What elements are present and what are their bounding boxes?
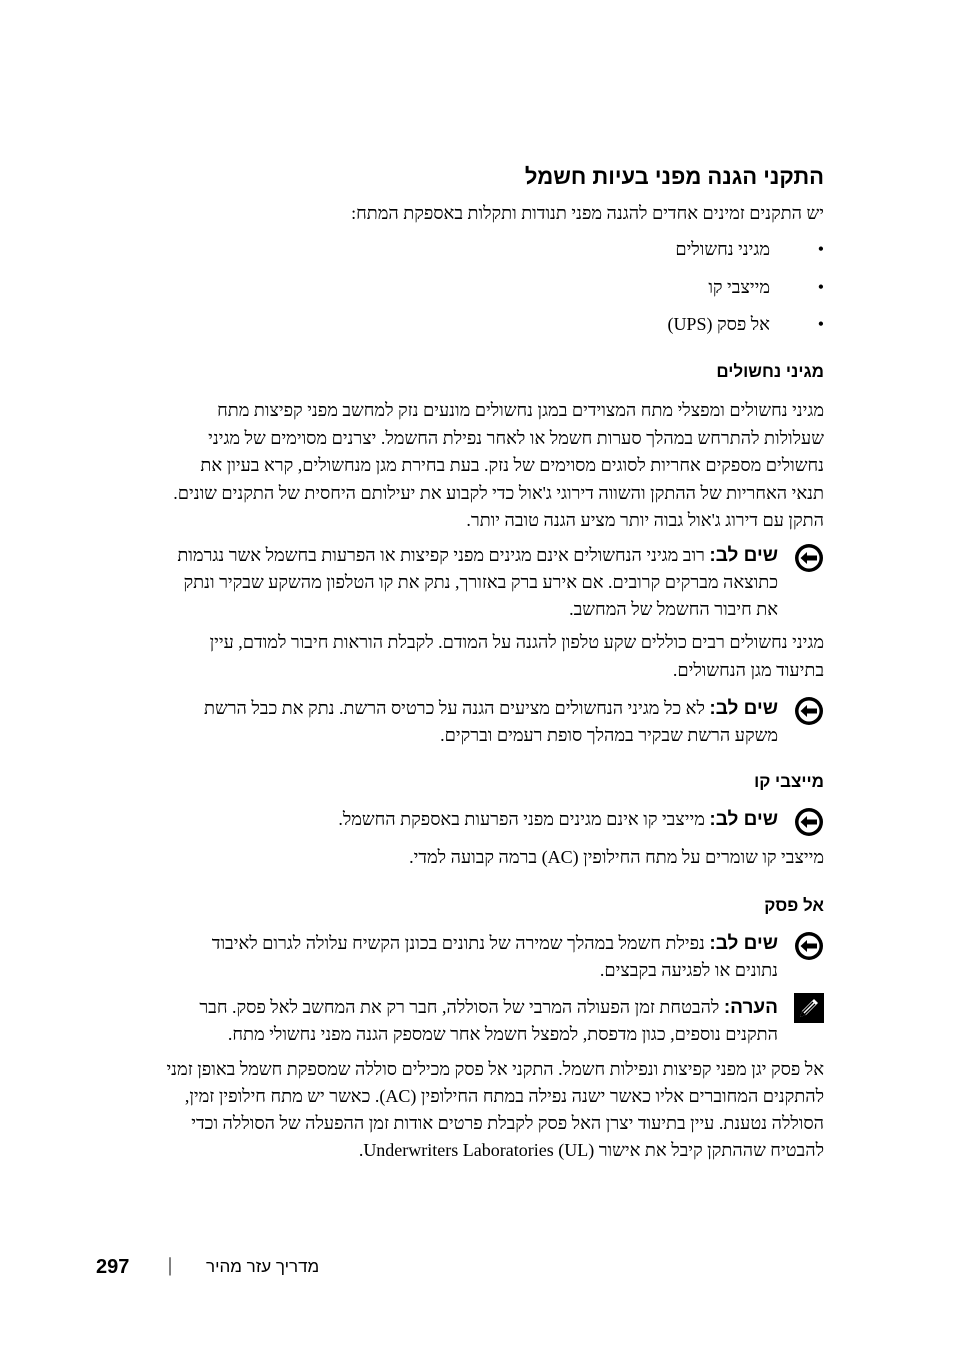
notice-label: שים לב: — [709, 809, 778, 830]
list-item-text: מייצבי קו — [708, 277, 770, 297]
notice-icon — [794, 543, 824, 573]
list-item — [667, 310, 824, 338]
intro-paragraph: יש התקנים זמינים אחדים להגנה מפני תנודות ותקלות באספקת המתח: — [351, 203, 824, 223]
paragraph-line: התקן עם דירוג ג'אול גבוה יותר מציע הגנה טובה יותר. — [466, 510, 824, 530]
paragraph-line: בתיעוד מגן הנחשולים. — [672, 660, 824, 680]
notice-line: משקע הרשת שבקיר במהלך סופת רעמים וברקים. — [440, 725, 778, 745]
list-item-text: מגיני נחשולים — [675, 239, 770, 259]
notice-label: שים לב: — [709, 545, 778, 566]
note-line: הערה: להבטחת זמן הפעולה המרבי של הסוללה, חבר רק את המחשב לאל פסק. חבר — [199, 997, 778, 1018]
notice-line: נתונים או לפגיעה בקבצים. — [599, 960, 778, 980]
page-number: 297 — [96, 1256, 130, 1278]
paragraph-line: מייצבי קו שומרים על מתח החילופין (AC) ברמה קבועה למדי. — [409, 847, 824, 867]
notice-line: שים לב: נפילת חשמל במהלך שמירה של נתונים בכונן הקשיח עלולה לגרום לאיבוד — [211, 933, 778, 954]
notice-line: כתוצאה מברקים קרובים. אם אירע ברק באזורך, נתק את קו הטלפון מהשקע שבקיר ונתק — [183, 572, 778, 592]
notice-line: שים לב: רוב מגיני הנחשולים אינם מגינים מפני קפיצות או הפרעות בחשמל אשר נגרמות — [177, 545, 778, 566]
paragraph-line: הסוללה נטענת. עיין בתיעוד יצרן האל פסק לקבלת פרטים אודות זמן ההפעלה של הסוללה וכדי — [191, 1113, 824, 1133]
notice-line: שים לב: לא כל מגיני הנחשולים מציעים הגנה על כרטיס הרשת. נתק את כבל הרשת — [203, 698, 778, 719]
note-block — [98, 993, 824, 1049]
paragraph-line: להתקנים המחוברים אליו כאשר ישנה נפילה במתח החילופין (AC). כאשר יש מתח חילופין זמין, — [184, 1086, 824, 1106]
bullet-symbol: • — [817, 314, 824, 334]
footer-separator: | — [168, 1254, 173, 1276]
paragraph-line: אל פסק יגן מפני קפיצות ונפילות חשמל. התקני אל פסק מכילים סוללה שמספקת חשמל באופן זמני — [166, 1059, 824, 1079]
paragraph-line: מגיני נחשולים רבים כוללים שקע טלפון להגנה על המודם. לקבלת הוראות חיבור למודם, עיין — [209, 632, 824, 652]
notice-label: שים לב: — [709, 698, 778, 719]
paragraph-line: מגיני נחשולים ומפצלי מתח המצוידים במגן נחשולים מונעים נזק למחשב מפני קפיצות מתח — [217, 400, 824, 420]
notice-block — [98, 541, 824, 625]
notice-label: שים לב: — [709, 933, 778, 954]
list-item — [675, 235, 824, 263]
paragraph-line: תנאי האחריות של ההתקן והשווה דירוגי ג'אול כדי לקבוע את יעילותם היחסית של התקנים שונים. — [173, 483, 824, 503]
notice-block — [98, 805, 824, 837]
notice-icon — [794, 696, 824, 726]
notice-line: את חיבור החשמל של המחשב. — [569, 599, 778, 619]
notice-icon — [794, 931, 824, 961]
section-heading-line-conditioners: מייצבי קו — [754, 772, 824, 791]
paragraph-line: נחשולים מספקים אחריות לסוגים מסוימים של נזק. בעת בחירת מגן מנחשולים, קרא בעיון את — [200, 455, 824, 475]
notice-block — [98, 694, 824, 750]
paragraph-line: להבטיח שההתקן קיבל את אישור Underwriters Laboratories (UL). — [358, 1140, 824, 1160]
paragraph-line: שעלולות להתרחש במהלך סערות חשמל או לאחר נפילת החשמל. יצרנים מסוימים של מגיני — [208, 428, 824, 448]
list-item — [708, 273, 824, 301]
note-line: התקנים נוספים, כגון מדפסת, למפצל חשמל אחר שמספק הגנה מפני נחשולי מתח. — [227, 1024, 778, 1044]
notice-icon — [794, 807, 824, 837]
bullet-symbol: • — [817, 277, 824, 297]
bullet-symbol: • — [817, 239, 824, 259]
section-heading-surge: מגיני נחשולים — [716, 362, 824, 381]
notice-block — [98, 929, 824, 985]
list-item-text: אל פסק (UPS) — [667, 314, 770, 334]
note-label: הערה: — [723, 997, 778, 1018]
section-heading-ups: אל פסק — [764, 896, 824, 915]
page-title: התקני הגנה מפני בעיות חשמל — [524, 164, 824, 189]
footer-title: מדריך עזר מהיר — [206, 1257, 320, 1276]
notice-line: שים לב: מייצבי קו אינם מגינים מפני הפרעות באספקת החשמל. — [338, 809, 778, 830]
note-pencil-icon — [794, 993, 824, 1023]
